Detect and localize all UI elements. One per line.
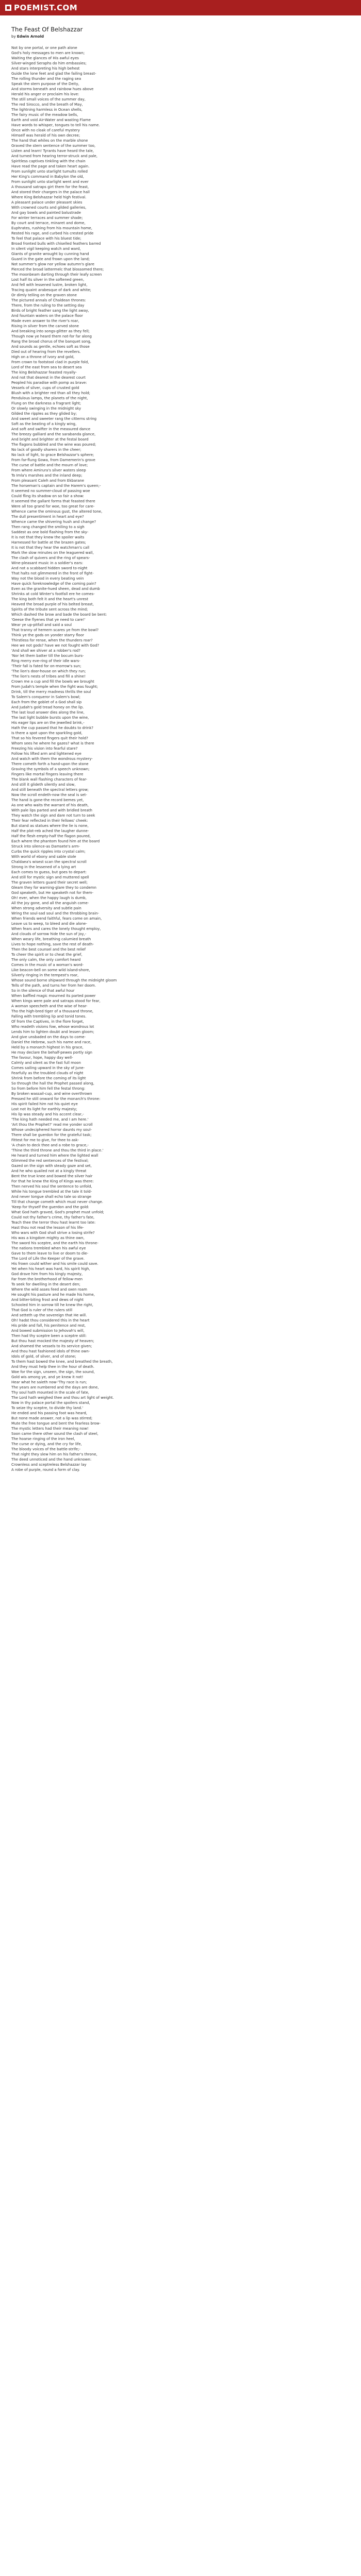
poem-line: Tho the high-bred tiger of a thousand throne, — [11, 1009, 93, 1013]
poem-line: From where Amirura's silver waters sleep — [11, 468, 86, 472]
poem-line: The hoarse ringing of the iron heel, — [11, 1437, 75, 1441]
poem-line: When fears and cares the lonely thought employ, — [11, 927, 101, 931]
poem-line: And stars interpreting his high behest — [11, 66, 80, 71]
poem-line: Till that change cometh which must never change. — [11, 1200, 103, 1204]
poem-line: To Imla's marshes and the inland deep; — [11, 473, 83, 478]
poem-line: Struck into silence-as Damsete's arm- — [11, 844, 80, 849]
poem-line: And fell with lessened lustre, broken light, — [11, 283, 88, 287]
poem-line: Fittest for me to give, for thee to ask- — [11, 1138, 79, 1142]
poem-line: Guide the lone feet and glad the failing breast- — [11, 72, 96, 76]
poem-line: 'The king hath needed me, and I am here.' — [11, 1117, 89, 1122]
poem-line: Graving the symbols of a speech unknown; — [11, 767, 90, 771]
poem-line: Harnessed for battle at the brazen gates; — [11, 540, 86, 545]
poem-line: To feel that palace with his bluest tide; — [11, 236, 81, 241]
poem-line: A robe of purple, round a form of clay. — [11, 1468, 80, 1472]
poem-line: From far-flung Gowa, from Damemerin's grove — [11, 458, 95, 462]
poem-line: From Judah's temple when the fight was fought; — [11, 685, 98, 689]
poem-line: 'Geese the flyenes that ye need to care!' — [11, 618, 86, 622]
poem-line: The deed unnoticed and the hand unknown: — [11, 1458, 92, 1462]
poem-line: 'The lion's nests of tribes and fill a shine! — [11, 674, 86, 679]
poem-line: A pleasant palace under pleasant skies — [11, 200, 83, 205]
poem-line: Not summer's glow nor yellow autumn's glare — [11, 262, 94, 266]
poem-line: The last light bubble bursts upon the wine, — [11, 716, 89, 720]
poem-line: Fearfully as the troubled clouds of night — [11, 1071, 84, 1075]
poem-line: The curse or dying, and the cry for life, — [11, 1442, 82, 1446]
poem-line: Who readeth visions fow, whose wondrous lot — [11, 1025, 94, 1029]
poem-line: Half the plot-reb ached the laugher dunne- — [11, 829, 89, 833]
poem-line: Yet when his heart was hard, his spirit high, — [11, 1267, 90, 1271]
poem-line: Chaldaea's wisest scan the spectral scroll — [11, 860, 87, 864]
poem-line: Each from the goblet of a God shall sip — [11, 700, 82, 704]
poem-line: So in the silence of that awful hour — [11, 989, 75, 993]
poem-line: It seemed no summer-cloud of passing woe — [11, 489, 90, 493]
poem-line: And sweet and sweeter rang the citterns string — [11, 417, 97, 421]
poem-line: Broad fronted bulls with chiselled feathers barred — [11, 242, 101, 246]
poem-line: The sword his sceptre, and the earth his throne- — [11, 1241, 99, 1245]
poem-line: Follow his lifted arm and lightened eye — [11, 752, 81, 756]
poem-line: He sought his pasture and he made his home, — [11, 1293, 95, 1297]
poem-line: Bent the true knee and bowed the silver hair — [11, 1174, 93, 1178]
poem-line: Died out of hearing from the revellers. — [11, 350, 81, 354]
poem-line: Schooled him in sorrow till he knew the right, — [11, 1303, 93, 1307]
poem-line: Lord of the east from sea to desert sea — [11, 365, 82, 369]
poem-line: And still beneath the spectral letters grow; — [11, 788, 89, 792]
poem-line: Himself was herald of his own decree; — [11, 133, 80, 138]
poem-line: It is not that they hear the watchman's call — [11, 546, 90, 550]
poem-body — [11, 45, 361, 1472]
poem-line: From sunlight unto starlight went and ever — [11, 180, 89, 184]
poem-line: From crown to footstool clad in purple fold, — [11, 360, 89, 364]
poem-line: Gilded the ripples as they glided by; — [11, 412, 77, 416]
poem-line: And not that dearest in the dearest court — [11, 376, 86, 380]
poem-line: Saddest as one bold flashing from the sky- — [11, 530, 89, 534]
poem-line: Hast thou not read the lesson of his life- — [11, 1226, 84, 1230]
poem-line: Then the best counsel and the best relief — [11, 947, 86, 952]
poem-line: Where the wild asses feed and oxen roam — [11, 1287, 87, 1292]
poem-line: Or dimly telling on the graven stone — [11, 293, 77, 297]
poem-line: Freezing his vision into fearful stare? — [11, 747, 78, 751]
poem-line: Lost half its silver in the softened green, — [11, 278, 85, 282]
poem-byline — [11, 35, 361, 39]
poem-line: Where King Belshazzar held high festival. — [11, 195, 87, 199]
poem-line: Gleam they for warning-glare they to condemn — [11, 886, 96, 890]
poem-container — [0, 15, 361, 1483]
poem-line: Wine-pleasant music in a soldier's ears: — [11, 561, 84, 565]
poem-line: Now the scroll endeth-now the seal is set- — [11, 793, 87, 797]
poem-line: They watch the sign and dare not turn to seek — [11, 814, 95, 818]
poem-line: Silver-winged Seraphs do him embassies; — [11, 61, 87, 65]
poem-line: So through the hall the Prophet passed along, — [11, 1081, 94, 1086]
poem-line: Were all too grand for woe, too great for care- — [11, 504, 95, 509]
poem-line: Ring merry eve-ring of their idle wars- — [11, 659, 80, 663]
poem-line: Way not the blood in every beating vein — [11, 577, 84, 581]
byline-prefix: by — [11, 35, 16, 39]
poem-line: His eager lips are on the jewelled brink,- — [11, 721, 85, 725]
poem-line: To Salem's conqueror in Salem's bowl; — [11, 695, 81, 699]
poem-line: That night they slew him on his father's throne, — [11, 1452, 97, 1456]
poem-line: And still for mystic sign and muttered spell — [11, 875, 89, 879]
poem-line: Herald his anger or proclaim his love: — [11, 92, 79, 96]
poem-line: It seemed the gallant forms that feasted there — [11, 499, 95, 503]
poem-line: That halts not glimmered in the front of fight- — [11, 571, 94, 575]
poem-line: Strong in the lessened of a lying art — [11, 865, 76, 869]
poem-line: Not by one portal, or one path alone — [11, 46, 77, 50]
poem-line: In silent vigil keeping watch and ward, — [11, 247, 81, 251]
poem-line: Hee we not gods? have we not fought with God? — [11, 643, 100, 648]
logo-text: POEMIST.COM — [14, 3, 78, 12]
poem-line: He heard and turned him where the lighted wall — [11, 1154, 99, 1158]
poem-line: Whom sees he where he gazes? what is there — [11, 741, 94, 745]
poem-line: Giants of granite wrought by cunning hand — [11, 252, 89, 256]
poem-line: The Lord of Life the Keeper of the grave. — [11, 1257, 85, 1261]
poem-line: Have words to whisper, tongues to tell his name. — [11, 123, 100, 127]
poem-line: To seize thy sceptre, to divide thy land.' — [11, 1406, 84, 1410]
poem-line: The pictured annals of Chaldean thrones: — [11, 298, 86, 302]
poem-line: No lack of goodly sharers in the cheer; — [11, 448, 81, 452]
poem-line: Rested his rage, and curbed his crested pride — [11, 231, 94, 235]
poem-line: The hand that whiles on the marble shone — [11, 139, 88, 143]
poem-line: Speak the stern purpose of the Deity, — [11, 82, 79, 86]
poem-line: Thirstless for rense, when the thunders roar? — [11, 638, 93, 642]
poem-line: Guard in the gate and frown upon the land; — [11, 257, 90, 261]
poem-line: Their fear reflected in their fellows' cheek: — [11, 819, 88, 823]
poem-line: His spirit failed him not his quiet eye — [11, 1102, 78, 1106]
poem-line: Her King's command in Babylon the old, — [11, 175, 84, 179]
poem-line: Pendulous lamps, the planets of the night, — [11, 396, 88, 400]
poem-line: Tells of the path, and turns her from her doom. — [11, 984, 96, 988]
poem-line: And clouds of sorrow hide the sun of joy,- — [11, 932, 87, 936]
poem-line: To them hast bowed the knee, and breathed the breath, — [11, 1360, 113, 1364]
poem-line: He ended and his passing foot was heard, — [11, 1411, 88, 1415]
poem-line: Each comes to guess, but goes to depart: — [11, 870, 87, 874]
poem-line: Heaved the broad purple of his belted breast, — [11, 602, 94, 606]
poem-line: 'The lion's door-house on which they run; — [11, 669, 86, 673]
poem-line: When friends wend faithful, fears come on amain, — [11, 917, 102, 921]
poem-line: Who wars with God shall strive a losing strife? — [11, 1231, 95, 1235]
poem-line: Thy soul hath mounted in the scale of fate, — [11, 1391, 90, 1395]
poem-line: The hand is gone-the record bemes yet, — [11, 798, 84, 802]
poem-line: The years are numbered and the days are done, — [11, 1385, 99, 1389]
poem-line: The graven letters guard their secret well; — [11, 880, 88, 885]
poem-line: Falling with trembling lip and tonid tones. — [11, 1014, 87, 1019]
poem-line: 'Art thou the Prophet?' read me yonder scroll — [11, 1123, 93, 1127]
poem-line: Or slowly swinging in the midnight sky — [11, 406, 81, 411]
poem-line: A thousand satraps girt them for the feast, — [11, 185, 89, 189]
poem-line: Crown me a cup and fill the bowls we brought — [11, 680, 94, 684]
logo-icon — [5, 5, 11, 11]
poem-line: Gold wis among ye, and ye knew it not! — [11, 1375, 84, 1379]
poem-line: Each where the phantom found him at the board — [11, 839, 100, 843]
poem-line: But none made answer, not a lip was stirred; — [11, 1416, 93, 1420]
poem-line: The flagons bubbled and the wine was poured; — [11, 443, 96, 447]
poem-line: Whence came the ominous gust, the altered tone, — [11, 510, 103, 514]
poem-line: The mystic letters had their meaning now! — [11, 1427, 89, 1431]
poem-line: And watch with them the wondrous mystery- — [11, 757, 93, 761]
poem-line: God's holy messages to men are known; — [11, 51, 85, 55]
poem-line: 'Thine the third throne and thou the third in place.' — [11, 1148, 104, 1153]
poem-line: The horseman's captain and the Harem's queen;- — [11, 484, 101, 488]
poem-line: Drink, till the merry madness thrills the soul — [11, 690, 91, 694]
poem-line: His was a kingdom mighty as thine own, — [11, 1236, 85, 1240]
poem-line: Even as the granite-hued sheen, dead and dumb — [11, 587, 100, 591]
poem-line: Birds of bright feather sang the light away, — [11, 309, 89, 313]
poem-line: All the joy gone, and all the anguish come- — [11, 901, 89, 905]
poem-line: Lost not its light for earthly majesty; — [11, 1107, 77, 1111]
poem-line: Woe for the sign, unseen, the sign, the sound, — [11, 1370, 95, 1374]
poem-line: Of from the Captives, in the flore forget, — [11, 1020, 84, 1024]
poem-line: Pressed he still onward for the monarch's throne: — [11, 1097, 101, 1101]
poem-line: Flung on the darkness a fragrant light; — [11, 401, 81, 405]
poem-line: His lip was steady and his accent clear,- — [11, 1112, 84, 1116]
poem-line: And setteth up the sovereign that He will. — [11, 1313, 87, 1317]
poem-line: 'And shall we shiver at a robber's rod? — [11, 649, 80, 653]
poem-line: And stored their chargers in the palace hall — [11, 190, 90, 194]
poem-line: Vessels of silver, cups of crusted gold — [11, 386, 79, 390]
poem-line: The king both felt it and the heart's unrest — [11, 597, 88, 601]
poem-line: And fountain waters on the palace floor — [11, 314, 83, 318]
poem-line: There, from the ruling to the setting day — [11, 303, 85, 308]
poem-line: Is there a spot upon the sparkling gold, — [11, 731, 83, 735]
poem-line: And bright and brighter at the festal board — [11, 437, 89, 442]
poem-line: By court and terrace, minaret and dome, — [11, 221, 86, 225]
poem-line: When weary life, breathing calumied breath — [11, 937, 91, 941]
poem-line: From sunlight unto starlight tumults rolled — [11, 170, 88, 174]
poem-line: And never tongue shall echo tale so strange — [11, 1195, 92, 1199]
poem-line: Wring the soul-sad soul and the throbbing brain- — [11, 911, 99, 916]
poem-line: Like beacon-bell on some wild island-shore, — [11, 968, 90, 972]
poem-line: Idols of gold, of silver, and of stone; — [11, 1354, 76, 1359]
poem-line: While his tongue trembled at the tale it told- — [11, 1190, 92, 1194]
poem-line: His frown could wither and his smile could save. — [11, 1262, 99, 1266]
poem-line: Whose undeciphered horror daunts my soul- — [11, 1128, 92, 1132]
poem-line: Hath the cup passed that he doubts to drink? — [11, 726, 93, 730]
poem-line: Mark the slow minutes on the leaguered wall, — [11, 551, 94, 555]
poem-line: Oh! ever, when the happy laugh is dumb, — [11, 896, 87, 900]
poem-line: When kings were pale and satraps stood for fear, — [11, 999, 101, 1003]
poem-line: As one who waits the warrant of his death, — [11, 803, 89, 807]
poem-line: Whose sound borne shipward through the midnight gloom — [11, 978, 117, 982]
poem-line: Wear ye up-pitfall and said a soul — [11, 623, 72, 627]
poem-line: Pierced the broad lattermelc that blossomed there; — [11, 267, 104, 272]
poem-line: Listen and learn! Tyrants have heard the tale, — [11, 149, 94, 153]
poem-line: And he who quailed not at a kingly threat — [11, 1169, 87, 1173]
poem-line: And bitter-biting frost and dews of night — [11, 1298, 84, 1302]
poem-line: And they must help thee in the hour of death. — [11, 1365, 94, 1369]
poem-line: When baffled magic mourned its parted power — [11, 994, 96, 998]
poem-line: For winter terraces and summer shade; — [11, 216, 83, 220]
poem-line: The Lord hath weighed thee and thou art light of weight. — [11, 1396, 114, 1400]
poem-line: Spiritless captives tinkling with the chain — [11, 159, 86, 163]
poem-line: The blank wall flashing characters of fear- — [11, 777, 87, 782]
poem-line: Curbs the quick ripples into crystal calm; — [11, 850, 86, 854]
poem-line: 'A chain to deck thee and a robe to grace,- — [11, 1143, 89, 1147]
poem-line: The only calm, the only comfort heard — [11, 958, 81, 962]
poem-line: And sounds as gentle, echoes soft as those — [11, 345, 90, 349]
poem-line: That tranny of hemern scares ye from the bowl? — [11, 628, 99, 632]
poem-line: God speaketh, but He speaketh not for them- — [11, 891, 94, 895]
poem-line: It is not that they knew the spoiler waits — [11, 535, 85, 539]
poem-line: High on a throne of ivory and gold, — [11, 355, 75, 359]
poem-line: Daniel the Hebrew, such his name and race, — [11, 1040, 92, 1044]
poem-line: But thou hast mocked the majesty of heaven; — [11, 1339, 94, 1343]
poem-line: The last loud answer dies along the line, — [11, 710, 85, 715]
poem-line: The king Belshazzar feasted royally- — [11, 370, 77, 375]
poem-line: And shamed the vessels to its service given; — [11, 1344, 92, 1348]
poem-line: The favour, hope, happy day well- — [11, 1056, 73, 1060]
poem-line: What God hath graved, God's prophet must unfold; — [11, 1210, 104, 1214]
poem-line: Now in thy palace portal the spoilers stand, — [11, 1401, 90, 1405]
poem-line: Soft as the beating of a kingly wing, — [11, 422, 77, 426]
poem-line: The red Sirocco, and the breath of May, — [11, 103, 83, 107]
poem-line: Though now ye heard them not-for far along — [11, 334, 92, 338]
poem-line: There shall be guerdon for the grateful task; — [11, 1133, 92, 1137]
poem-line: Have read the page and taken heart again. — [11, 164, 90, 168]
poem-line: Soon came there other sound the clash of steel, — [11, 1432, 99, 1436]
poem-line: And bowed submission to Jehovah's will, — [11, 1329, 85, 1333]
poem-line: Euphrates, rushing from his mountain home, — [11, 226, 92, 230]
poem-line: The rolling thunder and the raging sea — [11, 77, 81, 81]
poem-line: Hear what he saieth now-'Thy race is run; — [11, 1380, 87, 1384]
poem-line: 'Keep for thyself the guerdon and the gold: — [11, 1205, 89, 1209]
poem-line: Made even answer to the river's roar, — [11, 319, 79, 323]
poem-line: Fingers like mortal fingers leaving there — [11, 772, 84, 776]
poem-line: Tracing quaint arabesque of dark and white; — [11, 288, 91, 292]
poem-line: With pale lips parted and with bridled breath — [11, 808, 92, 812]
poem-line: The curse of battle and the mourn of love; — [11, 463, 88, 467]
poem-line: And still it glideth silently and slow, — [11, 783, 76, 787]
poem-line: Could not thy father's crime, thy father's fate, — [11, 1215, 95, 1219]
poem-line: Lends him to lighten doubt and lessen gloom; — [11, 1030, 94, 1034]
poem-line: The fairy music of the meadow bells, — [11, 113, 78, 117]
poem-line: That God is ruler of the rulers still — [11, 1308, 73, 1312]
poem-line: His pride and fall, his penitence and rest, — [11, 1324, 86, 1328]
poem-line: Earth and void Air-Water and wasting Flame — [11, 118, 91, 122]
poem-line: And not a scabbard hidden sword to-night — [11, 566, 88, 570]
poem-line: The moonbeam darting through their leafy screen — [11, 273, 102, 277]
poem-line: The clash of quivers and the ring of spears- — [11, 556, 90, 560]
poem-line: The still small voices of the summer day, — [11, 97, 86, 101]
poem-line: To cheer the spirit or to cheat the grief, — [11, 953, 83, 957]
poem-line: The dull presentiment in heart and eye? — [11, 515, 84, 519]
poem-line: Then nerved his soul the sentence to unfold, — [11, 1184, 92, 1189]
poem-line: And turned from hearing terror-struck and pale, — [11, 154, 97, 158]
poem-line: Which dashed the brow and bade the board be bent: — [11, 613, 107, 617]
poem-line: Graved the stern sentence of the summer too, — [11, 144, 96, 148]
poem-line: Then had thy sceptre been a sceptre still: — [11, 1334, 87, 1338]
poem-line: The lightning harmless in Ocean shells, — [11, 108, 83, 112]
poem-line: 'Nor let them batter till the bocum burs- — [11, 654, 84, 658]
poem-line: And thou hast fashioned idols of thine own- — [11, 1349, 90, 1353]
poem-line: But stand as statues where the lie is none, — [11, 824, 89, 828]
poem-line: Held by a monarch highest in his grace, — [11, 1045, 84, 1049]
poem-line: Comes sailing upward in the sky of June- — [11, 1066, 85, 1070]
poem-line: Rang the broad chorus of the banquet song, — [11, 340, 92, 344]
poem-title: The Feast Of Belshazzar — [11, 26, 83, 33]
poem-line: That so his fevered fingers quit their hold? — [11, 736, 88, 740]
poem-line: Half the flesh empty-half the flagon poured, — [11, 834, 91, 838]
poem-line: With world of ebony and sable stole — [11, 855, 76, 859]
poem-line: Calmly and silent as the fast full moon — [11, 1061, 81, 1065]
poem-line: Blush with a brighter red than all they hold; — [11, 391, 90, 395]
site-logo[interactable] — [5, 3, 77, 12]
poem-line: Gazed on the sign with steady gaze and set, — [11, 1164, 92, 1168]
poem-line: Leave us to weep, to bleed and die alone- — [11, 922, 87, 926]
poem-line: There cometh forth a hand-upon the stone — [11, 762, 89, 766]
poem-line: When strong adversity and subtle pain — [11, 906, 81, 910]
author-link[interactable]: Edwin Arnold — [17, 35, 44, 39]
poem-line: And give unsbaded on the days to come- — [11, 1035, 86, 1039]
poem-line: Shrink from before the coming of its light — [11, 1076, 86, 1080]
poem-line: And Judah's gold tread honey on the lip. — [11, 705, 84, 709]
poem-line: Glimmed the red sentences of the festival; — [11, 1159, 89, 1163]
poem-line: Oh! hadst thou considered this in the heart — [11, 1318, 90, 1323]
poem-line: Far from the brotherhood of fellow-men — [11, 1277, 83, 1281]
poem-line: By broken wassail-cup, and wine overthrown — [11, 1092, 92, 1096]
poem-line: 'Their fall is fated for on-morrow's sun; — [11, 664, 81, 668]
poem-line: Then rang changed the smiling to a sigh — [11, 525, 85, 529]
poem-line: The bloody voices of the battle-strife;- — [11, 1447, 80, 1451]
poem-line: Spirits of the tribute sent across the mind; — [11, 607, 88, 612]
poem-line: No lack of light, to grace Belshazzar's sphere; — [11, 453, 94, 457]
poem-line: Whence came the shivering hush and change? — [11, 520, 96, 524]
poem-line: Have quick foreknowledge of the coming pain? — [11, 582, 96, 586]
poem-line: Shrinks at cold Winter's footfall ere he comes- — [11, 592, 95, 596]
poem-line: Comes in the music of a woman's word- — [11, 963, 84, 967]
poem-line: The nations trembled when his awful eye — [11, 1246, 86, 1250]
poem-line: And breaking into songs-glitter as they fell; — [11, 329, 90, 333]
poem-line: Peopled his paradise with pomp as brave: — [11, 381, 87, 385]
poem-line: Gave to them leave to live or doom to die- — [11, 1251, 89, 1256]
poem-line: God drave him from his kingly majesty, — [11, 1272, 83, 1276]
poem-line: Mute the free tongue and bent the fearless brow- — [11, 1421, 101, 1426]
poem-line: To seek for dwelling in the desert den; — [11, 1282, 80, 1286]
poem-line: Rising in silver from the carved stone — [11, 324, 79, 328]
poem-line: Silverly ringing in the tempest's roar, — [11, 973, 79, 977]
poem-line: He may declare the behalf-pewes portly sign — [11, 1050, 92, 1055]
poem-line: Teach thee the terror thou hast learnt too late: — [11, 1221, 96, 1225]
poem-line: Lives to hope nothing, save the rest of death- — [11, 942, 94, 946]
poem-line: Waiting the glances of His awful eyes — [11, 56, 79, 60]
poem-line: The breezy galliard and the sarabanda glance, — [11, 432, 96, 436]
poem-line: A woman speecheth and the wise of hear- — [11, 1004, 88, 1008]
poem-line: So from before him fell the festal throng: — [11, 1087, 86, 1091]
poem-line: Crownless and sceptreless Belshazzar lay — [11, 1463, 87, 1467]
site-header — [0, 0, 361, 15]
poem-line: And storms beneath and rainbow hues above — [11, 87, 94, 91]
poem-line: From pleasant Caleh and from Ekbarane — [11, 479, 85, 483]
poem-line: Could fling its shadow on so fair a show: — [11, 494, 84, 498]
poem-line: For that he knew the King of Kings was there: — [11, 1179, 94, 1183]
poem-line: With crowned courts and gilded galleries, — [11, 206, 87, 210]
poem-line: Think ye the gods on yonder starry floor — [11, 633, 84, 637]
poem-line: Once with no cloak of careful mystery — [11, 128, 80, 132]
poem-line: And gay bowls and painted balustrade — [11, 211, 81, 215]
poem-line: And soft and swifter in the measured dance — [11, 427, 91, 431]
